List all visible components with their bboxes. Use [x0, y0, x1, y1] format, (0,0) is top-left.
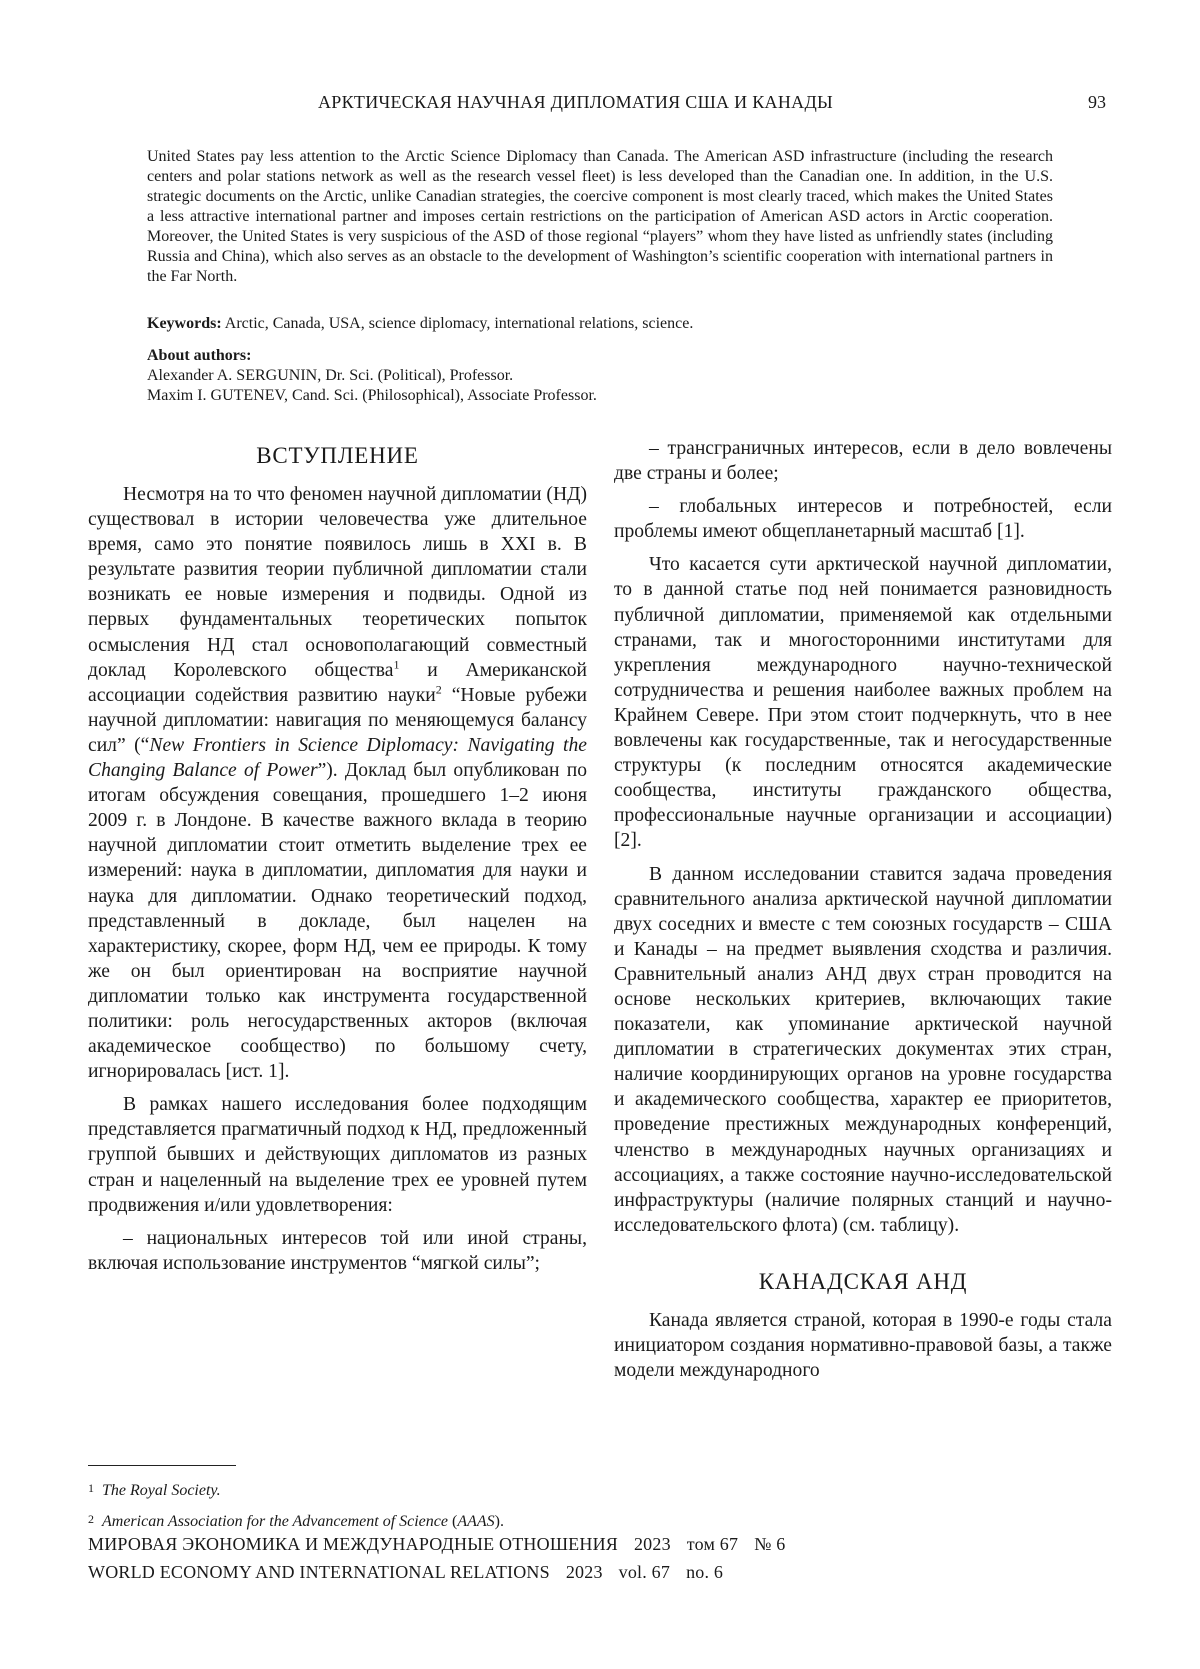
journal-issue-en: no. 6	[686, 1562, 724, 1582]
paragraph-1-part-c: “Новые рубежи научной дипломатии: навигация по меняющемуся балансу сил” (“	[88, 684, 587, 756]
footnotes	[88, 1474, 587, 1536]
paragraph-5: – глобальных интересов и потребностей, если проблемы имеют общепланетарный масштаб [1].	[614, 496, 1112, 543]
footnote-paren-open: (	[447, 1513, 458, 1530]
paragraph-3: – национальных интересов той или иной страны, включая использование инструментов “мягкой силы”;	[88, 1227, 587, 1274]
journal-volume-ru: том 67	[686, 1534, 739, 1554]
paragraph-1	[88, 482, 587, 1084]
paragraph-7: В данном исследовании ставится задача проведения сравнительного анализа арктической научной дипломатии двух соседних и вместе с тем союзных государств – США и Канады – на предмет выявления сходства и различия. Сравнительный анализ АНД двух стран проводится на основе нескольких критериев, включающих такие показатели, как упоминание арктической научной дипломатии в стратегических документах этих стран, наличие координирующих органов на уровне государства и академического сообщества, характер ее приоритетов, проведение престижных международных конференций, членство в международных научных организациях и ассоциациях, а также состояние научно-исследовательской инфраструктуры (наличие полярных станций и научно-исследовательского флота) (см. таблицу).	[614, 863, 1112, 1236]
footnote-ref-1[interactable]: 1	[393, 657, 400, 672]
paragraph-1-part-d: ”). Доклад был опубликован по итогам обсуждения совещания, прошедшего 1–2 июня 2009 г. в Лондоне. В качестве важного вклада в теорию научной дипломатии стоит отметить выделение трех ее измерений: наука в дипломатии, дипломатия для науки и наука для дипломатии. Однако теоретический подход, представленный в докладе, был нацелен на характеристику, скорее, форм НД, чем ее природы. К тому же он был ориентирован на восприятие научной дипломатии только как инструмента государственной политики: роль негосударственных акторов (включая академическое сообщество) по большому счету, игнорировалась [ист. 1].	[88, 760, 587, 1083]
running-head	[0, 92, 1200, 122]
paragraph-6: Что касается сути арктической научной дипломатии, то в данной статье под ней понимается разновидность публичной дипломатии, применяемой как отдельными странами, так и многосторонними институтами для укрепления международного научно-технической сотрудничества и решения наиболее важных проблем на Крайнем Севере. При этом стоит подчеркнуть, что в нее вовлечены как государственные, так и негосударственные структуры (к последним относятся академические сообщества, институты гражданского общества, профессиональные научные организации и ассоциации) [2].	[614, 554, 1112, 852]
left-column	[88, 442, 587, 1284]
about-authors	[147, 346, 1053, 406]
footnote-ref-2[interactable]: 2	[435, 682, 442, 697]
report-title-italic: New Frontiers in Science Diplomacy: Navigating the Changing Balance of Power	[88, 734, 587, 782]
footnote-text-2: American Association for the Advancement of Science	[102, 1513, 448, 1530]
section-heading-introduction: ВСТУПЛЕНИЕ	[256, 443, 419, 468]
journal-volume-en: vol. 67	[618, 1562, 671, 1582]
section-heading-canada: КАНАДСКАЯ АНД	[758, 1268, 968, 1294]
footnote-text-1: The Royal Society.	[102, 1482, 221, 1499]
journal-issue-ru: № 6	[754, 1534, 786, 1554]
journal-line-en	[88, 1558, 1088, 1586]
footnote-abbrev: AAAS	[457, 1513, 495, 1530]
running-title: АРКТИЧЕСКАЯ НАУЧНАЯ ДИПЛОМАТИЯ США И КАНАДЫ	[318, 92, 834, 112]
abstract-text: United States pay less attention to the Arctic Science Diplomacy than Canada. The American ASD infrastructure (including the research centers and polar stations network as well as the research vessel fleet) is less developed than the Canadian one. In addition, in the U.S. strategic documents on the Arctic, unlike Canadian strategies, the coercive component is most clearly traced, which makes the United States a less attractive international partner and imposes certain restrictions on the participation of American ASD actors in Arctic cooperation. Moreover, the United States is very suspicious of the ASD of those regional “players” whom they have listed as unfriendly states (including Russia and China), which also serves as an obstacle to the development of Washington’s scientific cooperation with international partners in the Far North.	[147, 148, 1053, 285]
paragraph-2: В рамках нашего исследования более подходящим представляется прагматичный подход к НД, предложенный группой бывших и действующих дипломатов из разных стран и нацеленный на выделение трех ее уровней путем продвижения и/или удовлетворения:	[88, 1094, 587, 1216]
paragraph-8: Канада является страной, которая в 1990-е годы стала инициатором создания нормативно-правовой базы, а также модели международного	[614, 1309, 1112, 1382]
right-column	[614, 438, 1112, 1391]
author-2: Maxim I. GUTENEV, Cand. Sci. (Philosophical), Associate Professor.	[147, 387, 597, 404]
journal-line-ru	[88, 1530, 1088, 1558]
keywords	[147, 314, 1053, 334]
footnote-number-2: 2	[88, 1512, 94, 1526]
footnote-rule	[88, 1465, 236, 1466]
journal-year-ru: 2023	[633, 1534, 671, 1554]
keywords-label: Keywords:	[147, 315, 222, 332]
journal-footer	[88, 1530, 1088, 1586]
abstract	[147, 147, 1053, 287]
journal-year-en: 2023	[565, 1562, 603, 1582]
author-1: Alexander A. SERGUNIN, Dr. Sci. (Political), Professor.	[147, 367, 514, 384]
about-authors-label: About authors:	[147, 347, 252, 364]
journal-name-ru: МИРОВАЯ ЭКОНОМИКА И МЕЖДУНАРОДНЫЕ ОТНОШЕНИЯ	[88, 1534, 618, 1554]
keywords-list: Arctic, Canada, USA, science diplomacy, international relations, science.	[221, 315, 694, 332]
journal-name-en: WORLD ECONOMY AND INTERNATIONAL RELATIONS	[88, 1562, 550, 1582]
footnote-paren-close: ).	[494, 1513, 504, 1530]
footnote-1	[88, 1474, 587, 1505]
page-number: 93	[1088, 92, 1106, 112]
paragraph-1-part-b: и Американской ассоциации содействия развитию науки	[88, 659, 587, 706]
paragraph-4: – трансграничных интересов, если в дело вовлечены две страны и более;	[614, 438, 1112, 485]
paragraph-1-part-a: Несмотря на то что феномен научной дипломатии (НД) существовал в истории человечества уже длительное время, само это понятие появилось лишь в XXI в. В результате развития теории публичной дипломатии стали возникать ее новые измерения и подвиды. Одной из первых фундаментальных теоретических попыток осмысления НД стал основополагающий совместный доклад Королевского общества	[88, 484, 587, 681]
footnote-number-1: 1	[88, 1481, 94, 1495]
